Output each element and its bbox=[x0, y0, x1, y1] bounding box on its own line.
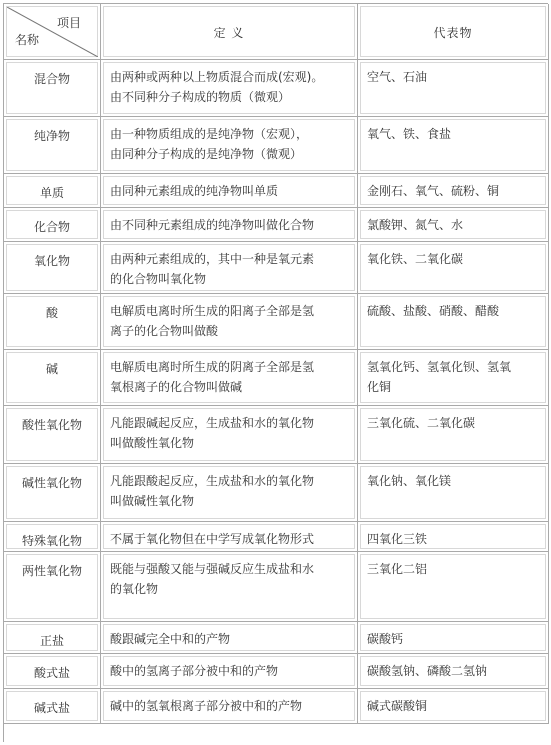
row-name: 酸性氧化物 bbox=[6, 408, 98, 461]
row-definition-cell bbox=[101, 552, 358, 622]
row-definition: 不属于氧化物但在中学写成氧化物形式 bbox=[103, 524, 355, 549]
row-examples: 碳酸氢钠、磷酸二氢钠 bbox=[360, 656, 546, 686]
row-name: 两性氧化物 bbox=[6, 554, 98, 619]
row-definition: 酸中的氢离子部分被中和的产物 bbox=[103, 656, 355, 686]
row-definition: 既能与强酸又能与强碱反应生成盐和水 的氧化物 bbox=[103, 554, 355, 619]
row-name-cell bbox=[4, 654, 101, 689]
row-name-cell bbox=[4, 622, 101, 654]
row-name: 特殊氧化物 bbox=[6, 524, 98, 549]
row-examples-cell bbox=[358, 622, 549, 654]
row-definition-cell bbox=[101, 689, 358, 724]
row-name-cell bbox=[4, 294, 101, 350]
row-definition: 由两种元素组成的，其中一种是氧元素 的化合物叫氧化物 bbox=[103, 244, 355, 291]
row-examples: 氢氧化钙、氢氧化钡、氢氧 化铜 bbox=[360, 352, 546, 403]
row-name-cell bbox=[4, 242, 101, 294]
row-name-cell bbox=[4, 552, 101, 622]
row-definition-cell bbox=[101, 117, 358, 174]
corner-label-item: 项目 bbox=[56, 16, 81, 30]
row-examples-cell bbox=[358, 689, 549, 724]
row-definition: 由两种或两种以上物质混合而成(宏观)。 由不同种分子构成的物质（微观） bbox=[103, 62, 355, 114]
header-examples: 代表物 bbox=[360, 6, 546, 57]
row-definition-cell bbox=[101, 350, 358, 406]
row-examples-cell bbox=[358, 117, 549, 174]
row-examples-cell bbox=[358, 174, 549, 208]
row-name-cell bbox=[4, 406, 101, 464]
row-name-cell bbox=[4, 60, 101, 117]
row-name: 化合物 bbox=[6, 210, 98, 239]
row-definition-cell bbox=[101, 174, 358, 208]
row-definition: 由一种物质组成的是纯净物（宏观）， 由同种分子构成的是纯净物（微观） bbox=[103, 119, 355, 171]
corner-header-cell bbox=[4, 4, 101, 60]
row-definition-cell bbox=[101, 406, 358, 464]
row-examples-cell bbox=[358, 294, 549, 350]
header-definition: 定 义 bbox=[103, 6, 355, 57]
row-name-cell bbox=[4, 117, 101, 174]
row-examples-cell bbox=[358, 464, 549, 522]
row-name: 氧化物 bbox=[6, 244, 98, 291]
row-examples: 空气、石油 bbox=[360, 62, 546, 114]
row-examples-cell bbox=[358, 522, 549, 552]
row-name: 纯净物 bbox=[6, 119, 98, 171]
row-examples: 三氧化硫、二氧化碳 bbox=[360, 408, 546, 461]
corner-label-name: 名称 bbox=[15, 33, 40, 47]
row-examples: 碱式碳酸铜 bbox=[360, 691, 546, 721]
row-examples: 氧化钠、氧化镁 bbox=[360, 466, 546, 519]
row-definition-cell bbox=[101, 522, 358, 552]
row-definition: 碱中的氢氧根离子部分被中和的产物 bbox=[103, 691, 355, 721]
row-definition-cell bbox=[101, 208, 358, 242]
row-definition: 由不同种元素组成的纯净物叫做化合物 bbox=[103, 210, 355, 239]
row-name: 碱性氧化物 bbox=[6, 466, 98, 519]
row-definition-cell bbox=[101, 654, 358, 689]
row-definition: 酸跟碱完全中和的产物 bbox=[103, 624, 355, 651]
row-examples: 四氧化三铁 bbox=[360, 524, 546, 549]
row-examples: 氧气、铁、食盐 bbox=[360, 119, 546, 171]
row-name: 正盐 bbox=[6, 624, 98, 651]
row-examples-cell bbox=[358, 60, 549, 117]
row-examples-cell bbox=[358, 654, 549, 689]
row-name-cell bbox=[4, 464, 101, 522]
row-examples-cell bbox=[358, 242, 549, 294]
classification-table bbox=[3, 3, 548, 742]
row-definition: 由同种元素组成的纯净物叫单质 bbox=[103, 176, 355, 205]
row-examples: 碳酸钙 bbox=[360, 624, 546, 651]
row-definition: 凡能跟碱起反应，生成盐和水的氧化物 叫做酸性氧化物 bbox=[103, 408, 355, 461]
row-name-cell bbox=[4, 174, 101, 208]
row-definition: 电解质电离时所生成的阳离子全部是氢 离子的化合物叫做酸 bbox=[103, 296, 355, 347]
row-definition-cell bbox=[101, 242, 358, 294]
row-name: 混合物 bbox=[6, 62, 98, 114]
row-examples: 三氧化二铝 bbox=[360, 554, 546, 619]
row-name-cell bbox=[4, 522, 101, 552]
row-examples: 硫酸、盐酸、硝酸、醋酸 bbox=[360, 296, 546, 347]
row-name-cell bbox=[4, 689, 101, 724]
row-definition-cell bbox=[101, 622, 358, 654]
row-definition-cell bbox=[101, 60, 358, 117]
row-name: 碱式盐 bbox=[6, 691, 98, 721]
row-definition-cell bbox=[101, 464, 358, 522]
row-name: 单质 bbox=[6, 176, 98, 205]
row-examples: 金刚石、氧气、硫粉、铜 bbox=[360, 176, 546, 205]
row-examples-cell bbox=[358, 406, 549, 464]
row-name: 碱 bbox=[6, 352, 98, 403]
row-definition-cell bbox=[101, 294, 358, 350]
row-examples-cell bbox=[358, 208, 549, 242]
row-definition: 电解质电离时所生成的阴离子全部是氢 氧根离子的化合物叫做碱 bbox=[103, 352, 355, 403]
row-examples-cell bbox=[358, 350, 549, 406]
row-name-cell bbox=[4, 208, 101, 242]
row-definition: 凡能跟酸起反应，生成盐和水的氧化物 叫做碱性氧化物 bbox=[103, 466, 355, 519]
header-examples-cell bbox=[358, 4, 549, 60]
row-name: 酸 bbox=[6, 296, 98, 347]
row-name: 酸式盐 bbox=[6, 656, 98, 686]
header-definition-cell bbox=[101, 4, 358, 60]
row-examples-cell bbox=[358, 552, 549, 622]
row-examples: 氯酸钾、氮气、水 bbox=[360, 210, 546, 239]
row-examples: 氧化铁、二氧化碳 bbox=[360, 244, 546, 291]
row-name-cell bbox=[4, 350, 101, 406]
